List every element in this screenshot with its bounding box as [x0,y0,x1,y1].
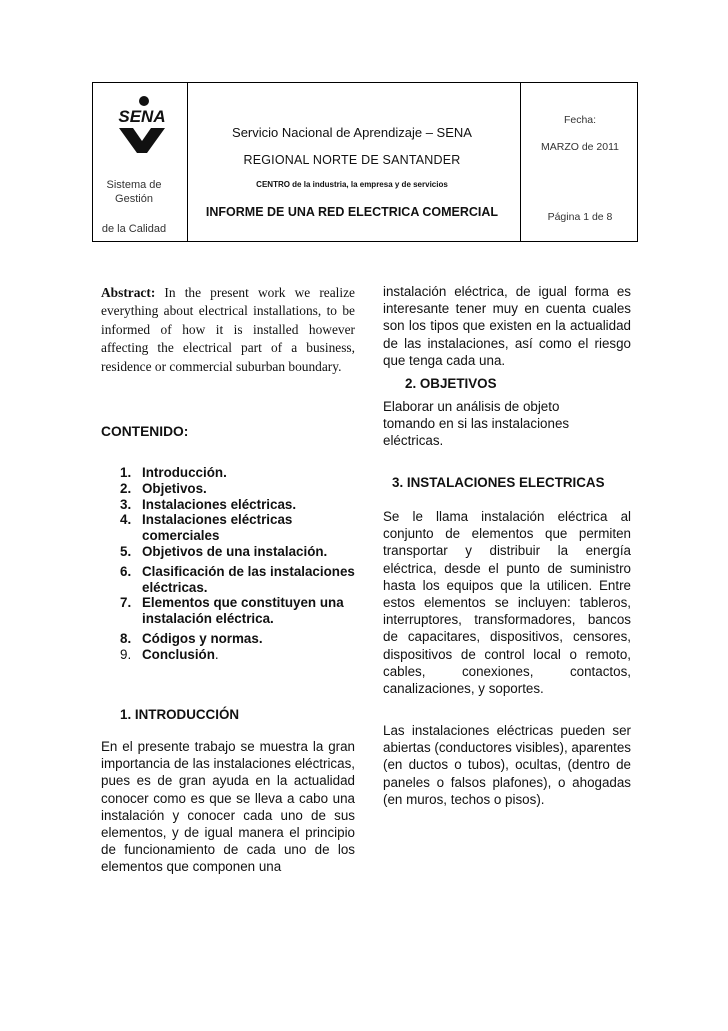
sistema-line-1: Sistema de [106,179,162,191]
table-of-contents [120,465,370,663]
objetivos-text: Elaborar un análisis de objeto tomando en si las instalaciones eléctricas. [383,399,570,449]
toc-item: 7. Elementos que constituyen una instalación eléctrica. [120,595,344,627]
instalaciones-heading: 3. INSTALACIONES ELECTRICAS [392,475,605,490]
sena-logo [113,95,171,157]
toc-item: 8. Códigos y normas. [120,630,263,646]
centro-title: CENTRO de la industria, la empresa y de servicios [256,180,448,189]
instalaciones-paragraph-2: Las instalaciones eléctricas pueden ser abiertas (conductores visibles), aparentes (en ductos o tubos), ocultas, (dentro de paneles o falsos plafones), o ahogadas (en muros, techos o pisos). [383,723,631,807]
intro-text: En el presente trabajo se muestra la gran importancia de las instalaciones eléctricas, pues es de gran ayuda en la actualidad conocer como es que se lleva a cabo una instalación y conocer cada uno de sus elementos, y de igual manera el principio de funcionamiento de cada uno de los elementos que componen una [101,739,355,875]
regional-title: REGIONAL NORTE DE SANTANDER [243,153,461,167]
abstract-label: Abstract: [101,285,156,300]
logo-text: SENA [118,107,166,126]
contenido-title: CONTENIDO: [101,424,189,439]
toc-item: 6. Clasificación de las instalaciones eléctricas. [120,563,355,595]
instalaciones-paragraph-1: Se le llama instalación eléctrica al conjunto de elementos que permiten transportar y distribuir la energía eléctrica, desde el punto de suministro hasta los equipos que la utilicen. Entre estos elementos se incluyen: tableros, interruptores, transformadores, bancos de capacitares, dispositivos, censores, dispositivos de control local o remoto, cables, conexiones, contactos, canalizaciones, y soportes. [383,509,631,697]
objetivos-heading: 2. OBJETIVOS [405,376,497,391]
toc-item: 9. Conclusión. [120,646,219,662]
fecha-label: Fecha: [563,114,597,126]
sistema-line-3: de la Calidad [101,223,167,235]
intro-heading: 1. INTRODUCCIÓN [120,707,240,722]
page-number: Página 1 de 8 [547,211,613,223]
toc-item: 2. Objetivos. [120,480,207,496]
toc-item: 3. Instalaciones eléctricas. [120,496,297,512]
toc-item: 4. Instalaciones eléctricas comerciales [120,512,293,544]
abstract [101,284,355,376]
toc-item: 5. Objetivos de una instalación. [120,543,328,559]
toc-item: 1. Introducción. [120,465,227,480]
continuation-text: instalación eléctrica, de igual forma es interesante tener muy en cuenta cuales son los tipos que existen en la actualidad de las instalaciones, así como el riesgo que tenga cada una. [383,284,631,368]
document-header [92,82,638,242]
sistema-line-2: Gestión [115,193,153,205]
report-title: INFORME DE UNA RED ELECTRICA COMERCIAL [205,205,499,219]
org-title: Servicio Nacional de Aprendizaje – SENA [232,125,472,140]
fecha-value: MARZO de 2011 [540,141,619,153]
abstract-text: In the present work we realize everything about electrical installations, to be informed of how it is installed however affecting the electrical part of a business, residence or commercial suburban boundary. [101,285,355,374]
